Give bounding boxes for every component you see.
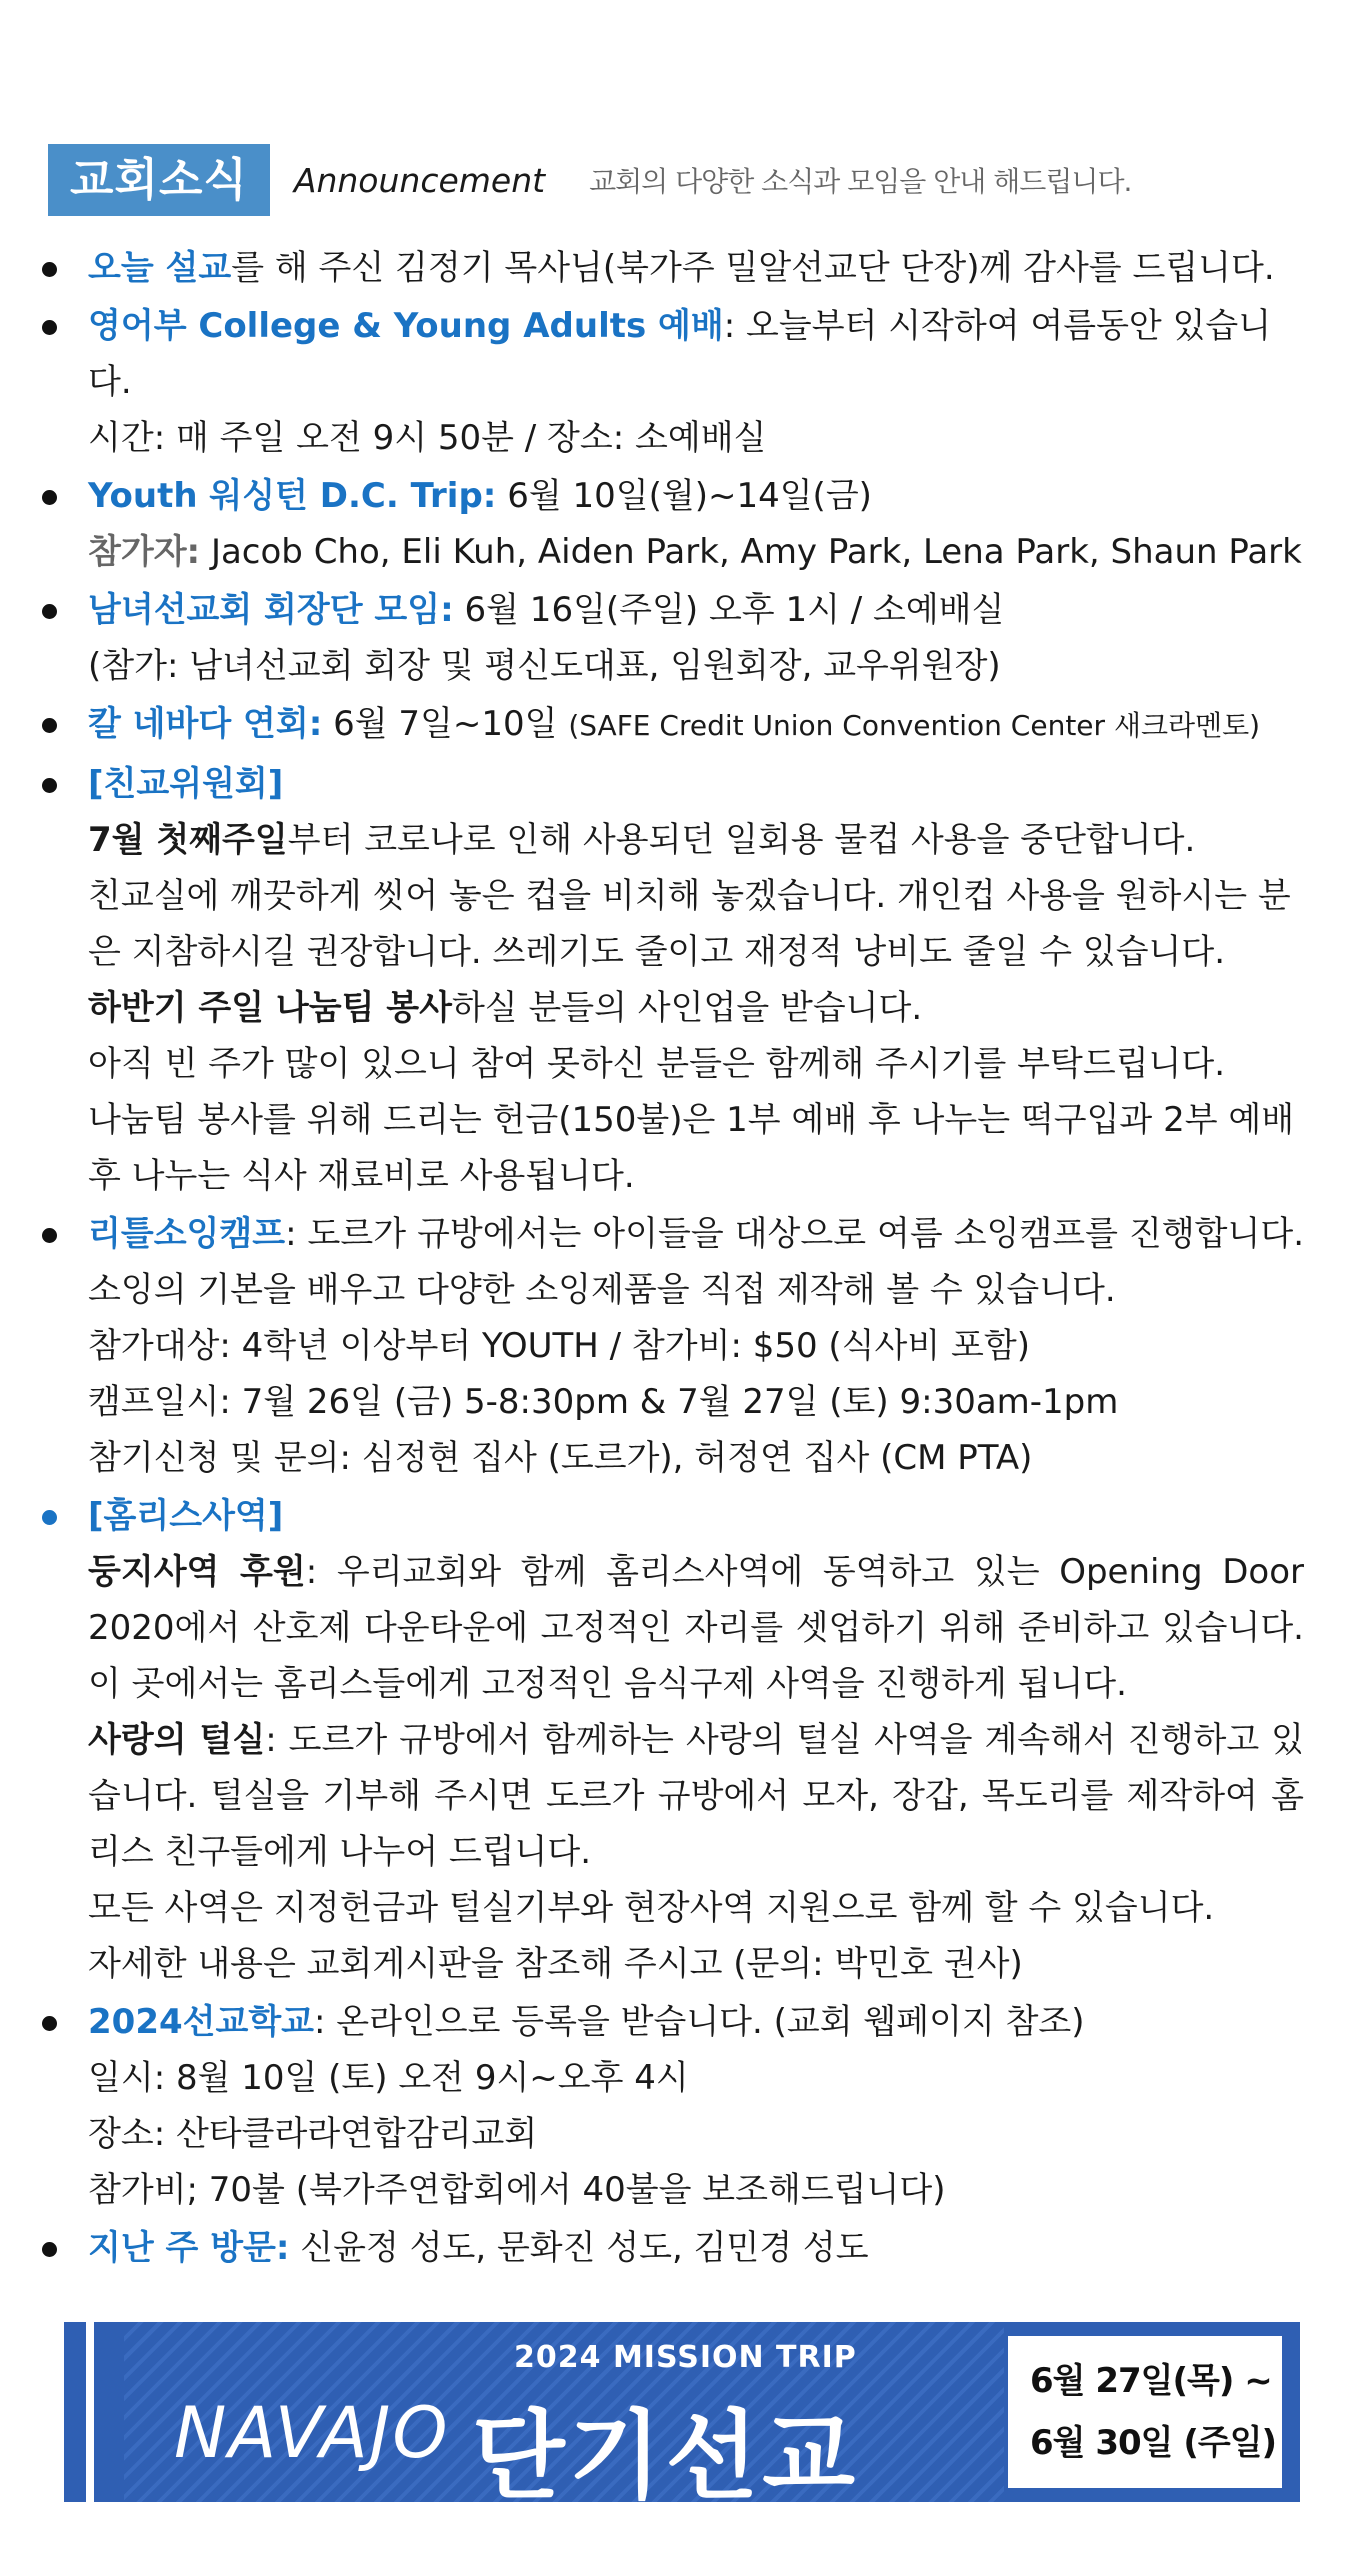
item-homeless-p2-text: : 도르가 규방에서 함께하는 사랑의 털실 사역을 계속해서 진행하고 있습니다. 털실을 기부해 주시면 도르가 규방에서 모자, 장갑, 목도리를 제작하여 홈리스 친구들에게 나누어 드립니다. [88,1720,1304,1872]
item-youth-trip-dates: 6월 10일(월)~14일(금) [496,476,872,516]
item-mens-womens-title: 남녀선교회 회장단 모임: [88,590,454,630]
item-conference-title: 칼 네바다 연회: [88,704,323,744]
item-homeless-p3: 모든 사역은 지정헌금과 털실기부와 현장사역 지원으로 함께 할 수 있습니다. [88,1888,1215,1928]
item-homeless-p2 [88,1712,1304,1880]
section-english-title: Announcement [293,160,546,200]
banner-date-end: 6월 30일 (주일) [1030,2423,1277,2463]
section-subtitle: 교회의 다양한 소식과 모임을 안내 해드립니다. [589,165,1132,198]
item-homeless-p4: 자세한 내용은 교회게시판을 참조해 주시고 (문의: 박민호 권사) [88,1944,1023,1984]
item-homeless-title: [홈리스사역] [88,1496,284,1536]
item-sewing-schedule: 캠프일시: 7월 26일 (금) 5-8:30pm & 7월 27일 (토) 9:30am-1pm [88,1382,1119,1422]
item-mission-school-title: 2024선교학교 [88,2002,315,2042]
item-youth-trip-participants-label: 참가자: [88,532,201,572]
banner-navajo-text: NAVAJO [174,2392,450,2474]
banner-stripe [86,2322,94,2502]
item-visitors-text: 신윤정 성도, 문화진 성도, 김민경 성도 [289,2228,869,2268]
item-homeless-p1-bold: 둥지사역 후원 [88,1552,306,1592]
item-youth-trip-participants: Jacob Cho, Eli Kuh, Aiden Park, Amy Park, Lena Park, Shaun Park [200,532,1302,572]
item-homeless [42,1488,1304,1992]
item-fellowship-p4: 아직 빈 주가 많이 있으니 참여 못하신 분들은 함께해 주시기를 부탁드립니다. [88,1044,1226,1084]
item-mens-womens [42,582,1304,694]
item-conference [42,696,1304,754]
item-sewing-contact: 참기신청 및 문의: 심정현 집사 (도르가), 허정연 집사 (CM PTA) [88,1438,1033,1478]
banner-top-text: 2024 MISSION TRIP [514,2340,857,2375]
item-mission-school-text: : 온라인으로 등록을 받습니다. (교회 웹페이지 참조) [314,2002,1085,2042]
item-sewing-intro [88,1206,1304,1318]
item-english-ministry-text: : 오늘부터 시작하여 여름동안 있습니다. [88,306,1272,402]
mission-trip-banner [64,2322,1300,2502]
item-fellowship-p2: 친교실에 깨끗하게 씻어 놓은 컵을 비치해 놓겠습니다. 개인컵 사용을 원하시는 분은 지참하시길 권장합니다. 쓰레기도 줄이고 재정적 낭비도 줄일 수 있습니다. [88,876,1291,972]
item-sewing-camp [42,1206,1304,1486]
banner-date-start: 6월 27일(목) ~ [1030,2361,1272,2401]
banner-date-box [1004,2332,1286,2492]
item-fellowship-p3-text: 하실 분들의 사인업을 받습니다. [451,988,923,1028]
item-homeless-p1 [88,1544,1304,1712]
banner-korean-title: 단기선교 [472,2400,859,2502]
item-fellowship-p5: 나눔팀 봉사를 위해 드리는 헌금(150불)은 1부 예배 후 나누는 떡구입과 2부 예배 후 나누는 식사 재료비로 사용됩니다. [88,1100,1295,1196]
item-fellowship-p3-bold: 하반기 주일 나눔팀 봉사 [88,988,452,1028]
item-homeless-p2-bold: 사랑의 털실 [88,1720,266,1760]
item-youth-trip-title: Youth 워싱턴 D.C. Trip: [88,476,497,516]
item-homeless-p1-text: : 우리교회와 함께 홈리스사역에 동역하고 있는 Opening Door 2020에서 산호제 다운타운에 고정적인 자리를 셋업하기 위해 준비하고 있습니다. 이 곳에서는 홈리스들에게 고정적인 음식구제 사역을 진행하게 됩니다. [88,1552,1305,1704]
item-mission-school [42,1994,1304,2218]
item-sewing-eligibility: 참가대상: 4학년 이상부터 YOUTH / 참가비: $50 (식사비 포함) [88,1326,1030,1366]
section-badge: 교회소식 [48,144,270,216]
announcement-list [42,240,1304,2276]
section-header [48,144,1131,216]
item-conference-venue: (SAFE Credit Union Convention Center 새크라멘토) [568,709,1261,742]
item-english-ministry-title: 영어부 College & Young Adults 예배 [88,306,724,346]
item-mission-school-date: 일시: 8월 10일 (토) 오전 9시~오후 4시 [88,2058,689,2098]
item-mission-school-place: 장소: 산타클라라연합감리교회 [88,2114,538,2154]
item-english-ministry-time: 시간: 매 주일 오전 9시 50분 / 장소: 소예배실 [88,418,767,458]
item-visitors-title: 지난 주 방문: [88,2228,290,2268]
item-sermon-text: 를 해 주신 김정기 목사님(북가주 밀알선교단 단장)께 감사를 드립니다. [231,248,1275,288]
item-mens-womens-attendees: (참가: 남녀선교회 회장 및 평신도대표, 임원회장, 교우위원장) [88,646,1001,686]
item-visitors [42,2220,1304,2276]
item-sermon-title: 오늘 설교 [88,248,232,288]
item-english-ministry [42,298,1304,466]
item-fellowship-p1: 부터 코로나로 인해 사용되던 일회용 물컵 사용을 중단합니다. [287,820,1196,860]
item-sewing-text: : 도르가 규방에서는 아이들을 대상으로 여름 소잉캠프를 진행합니다. 소잉의 기본을 배우고 다양한 소잉제품을 직접 제작해 볼 수 있습니다. [88,1214,1304,1310]
item-fellowship-p3 [88,980,1304,1036]
item-mission-school-fee: 참가비; 70불 (북가주연합회에서 40불을 보조해드립니다) [88,2170,946,2210]
item-sermon [42,240,1304,296]
item-conference-dates: 6월 7일~10일 [322,704,569,744]
item-fellowship-title: [친교위원회] [88,764,284,804]
item-youth-trip [42,468,1304,580]
item-mens-womens-text: 6월 16일(주일) 오후 1시 / 소예배실 [453,590,1005,630]
item-fellowship-p1-bold: 7월 첫째주일 [88,820,288,860]
item-fellowship [42,756,1304,1204]
item-sewing-title: 리틀소잉캠프 [88,1214,286,1254]
